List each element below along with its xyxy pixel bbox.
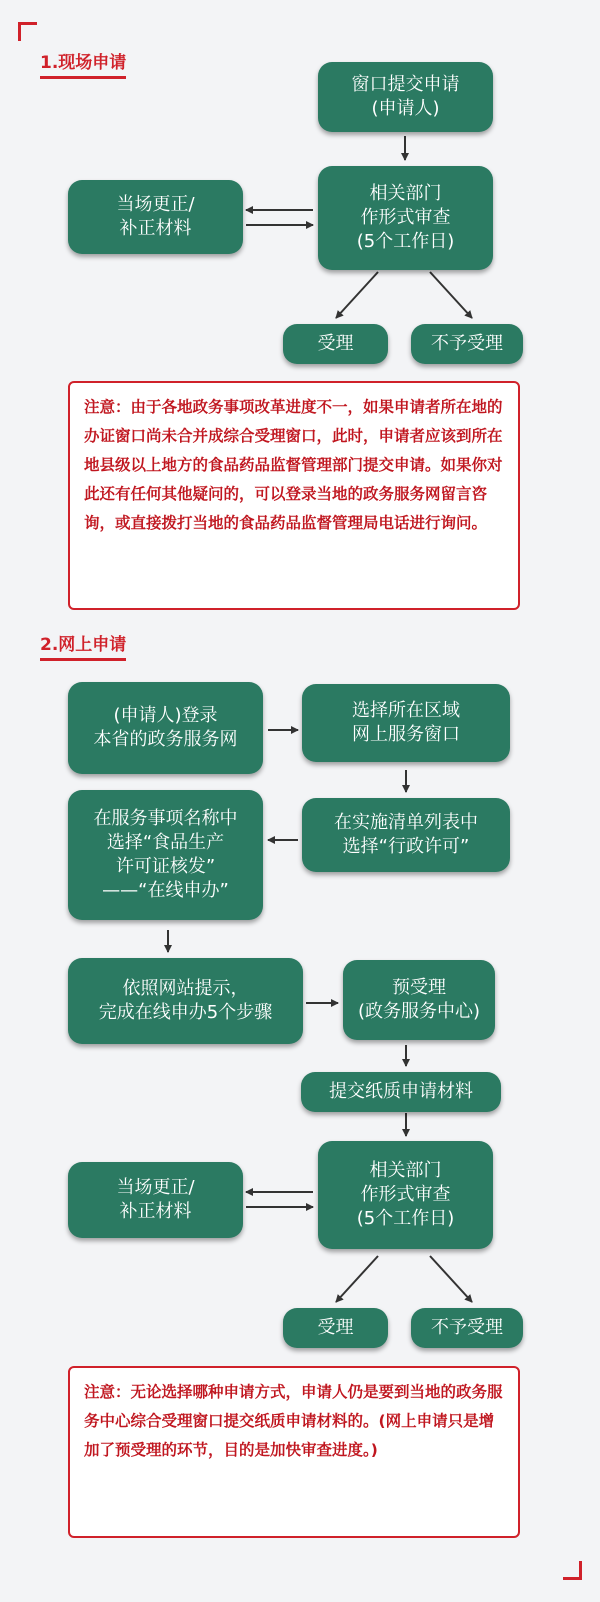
arrow-review2-to-accept	[336, 1256, 378, 1302]
node-dept-review-online: 相关部门 作形式审查 (5个工作日)	[318, 1141, 493, 1249]
node-correct-materials: 当场更正/ 补正材料	[68, 180, 243, 254]
node-reject: 不予受理	[411, 324, 523, 364]
arrow-review2-to-reject	[430, 1256, 472, 1302]
note-onsite: 注意：由于各地政务事项改革进度不一，如果申请者所在地的办证窗口尚未合并成综合受理窗口，此时，申请者应该到所在地县级以上地方的食品药品监督管理部门提交申请。如果你对此还有任何其他疑问的，可以登录当地的政务服务网留言咨询，或直接拨打当地的食品药品监督管理局电话进行询问。	[68, 381, 520, 610]
node-select-item: 在服务事项名称中 选择“食品生产 许可证核发” ——“在线申办”	[68, 790, 263, 920]
arrow-review-to-accept	[336, 272, 378, 318]
section-title-onsite: 1.现场申请	[40, 52, 126, 79]
node-online-steps: 依照网站提示， 完成在线申办5个步骤	[68, 958, 303, 1044]
node-correct-materials-online: 当场更正/ 补正材料	[68, 1162, 243, 1238]
node-accept: 受理	[283, 324, 388, 364]
arrow-review-to-reject	[430, 272, 472, 318]
node-submit-paper: 提交纸质申请材料	[301, 1072, 501, 1112]
node-pre-accept: 预受理 (政务服务中心)	[343, 960, 495, 1040]
node-login: (申请人)登录 本省的政务服务网	[68, 682, 263, 774]
node-accept-online: 受理	[283, 1308, 388, 1348]
note-online: 注意：无论选择哪种申请方式，申请人仍是要到当地的政务服务中心综合受理窗口提交纸质申请材料的。(网上申请只是增加了预受理的环节，目的是加快审查进度。)	[68, 1366, 520, 1538]
section-title-online: 2.网上申请	[40, 634, 126, 661]
node-select-area: 选择所在区域 网上服务窗口	[302, 684, 510, 762]
node-reject-online: 不予受理	[411, 1308, 523, 1348]
node-window-submit: 窗口提交申请 (申请人)	[318, 62, 493, 132]
node-select-list: 在实施清单列表中 选择“行政许可”	[302, 798, 510, 872]
node-dept-review: 相关部门 作形式审查 (5个工作日)	[318, 166, 493, 270]
